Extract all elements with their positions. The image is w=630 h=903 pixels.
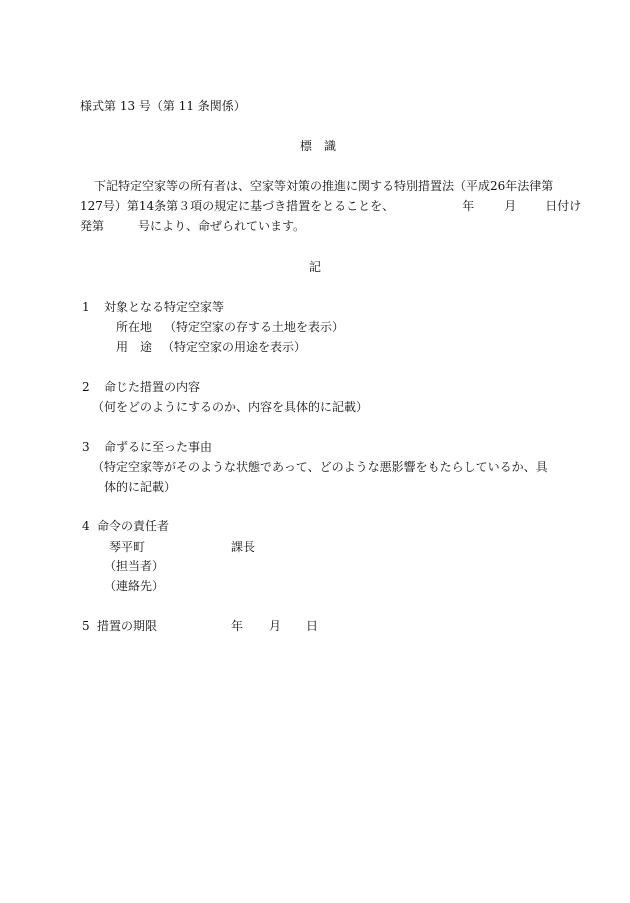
ki-heading: 記 bbox=[309, 260, 322, 274]
form-number: 様式第 13 号（第 11 条関係） bbox=[80, 99, 246, 113]
section-1-number: 1 bbox=[82, 300, 90, 314]
intro-month: 月 bbox=[504, 199, 517, 213]
section-4-number: 4 bbox=[82, 519, 90, 533]
contact-info: （連絡先） bbox=[104, 579, 165, 593]
intro-line-2-text: 127号）第14条第３項の規定に基づき措置をとることを、 bbox=[80, 199, 395, 213]
use-label: 用 途 bbox=[116, 340, 153, 354]
responsible-section-chief: 課長 bbox=[231, 540, 256, 554]
deadline-year: 年 bbox=[231, 619, 244, 633]
intro-line-3-prefix: 発第 bbox=[80, 219, 105, 233]
intro-line-3-text: 号により、命ぜられています。 bbox=[138, 219, 306, 233]
section-2-number: 2 bbox=[82, 380, 90, 394]
intro-line-3 bbox=[80, 220, 305, 232]
section-4-heading: 命令の責任者 bbox=[97, 519, 170, 533]
intro-line-2 bbox=[80, 200, 581, 212]
intro-day: 日付け bbox=[545, 199, 582, 213]
contact-person: （担当者） bbox=[104, 559, 165, 573]
section-3-description-2: 体的に記載） bbox=[104, 480, 177, 494]
deadline-month: 月 bbox=[269, 619, 282, 633]
responsible-town: 琴平町 bbox=[109, 540, 146, 554]
section-1-heading: 対象となる特定空家等 bbox=[104, 300, 225, 314]
intro-year: 年 bbox=[462, 199, 475, 213]
section-5-heading: 措置の期限 bbox=[97, 619, 158, 633]
location-label: 所在地 bbox=[116, 320, 153, 334]
section-2-heading: 命じた措置の内容 bbox=[104, 380, 201, 394]
section-1-location bbox=[116, 321, 344, 333]
section-3-number: 3 bbox=[82, 440, 90, 454]
intro-line-1: 下記特定空家等の所有者は、空家等対策の推進に関する特別措置法（平成26年法律第 bbox=[94, 179, 554, 193]
section-2-description: （何をどのようにするのか、内容を具体的に記載） bbox=[92, 400, 369, 414]
use-description: （特定空家の用途を表示） bbox=[162, 340, 307, 354]
section-5-number: 5 bbox=[82, 619, 90, 633]
section-3-heading: 命ずるに至った事由 bbox=[104, 440, 213, 454]
location-description: （特定空家の存する土地を表示） bbox=[164, 320, 345, 334]
deadline-day: 日 bbox=[306, 619, 319, 633]
section-1-use bbox=[116, 341, 306, 353]
document-title: 標 識 bbox=[300, 139, 337, 153]
section-3-description-1: （特定空家等がそのような状態であって、どのような悪影響をもたらしているか、具 bbox=[92, 460, 548, 474]
